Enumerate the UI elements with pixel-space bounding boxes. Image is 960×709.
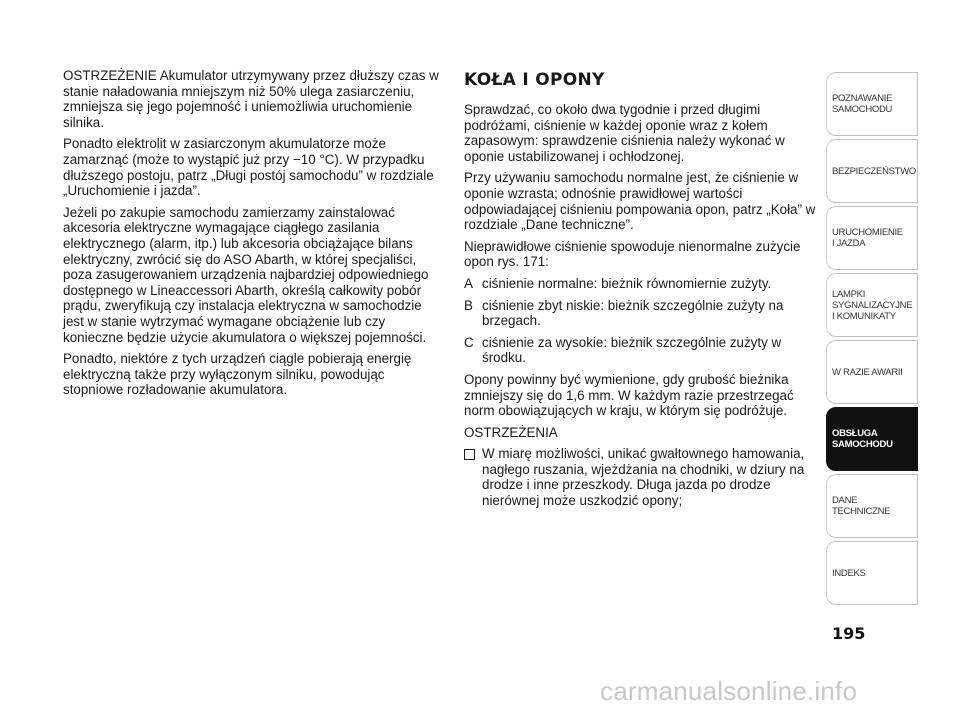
paragraph: Jeżeli po zakupie samochodu zamierzamy zainstalować akcesoria elektryczne wymagające ciągłego zasilania elektrycznego (alarm, itp.) lub akcesoria obciążające bilans elektryczny, zwrócić się do ASO Abarth, w której specjaliści, poza zasugerowaniem urządzenia najbardziej odpowiedniego dostępnego w Lineaccessori Abarth, określą całkowity pobór prądu, zweryfikują czy instalacja elektryczna w samochodzie jest w stanie wytrzymać wymagane obciążenie lub czy konieczne będzie użycie akumulatora o większej pojemności. [63,204,429,345]
list-item [464,298,816,329]
right-column [464,70,816,515]
paragraph: Nieprawidłowe ciśnienie spowoduje nienormalne zużycie opon rys. 171: [464,238,801,270]
list-item-text: ciśnienie normalne: bieżnik równomiernie zużyty. [482,275,772,291]
tab-lampki-sygnalizacyjne[interactable]: LAMPKI SYGNALIZACYJNE I KOMUNIKATY [826,273,918,337]
list-item-text: ciśnienie za wysokie: bieżnik szczególnie zużyty w środku. [482,334,782,366]
tab-bezpieczenstwo[interactable]: BEZPIECZEŃSTWO [826,139,918,203]
bullet-text: W miarę możliwości, unikać gwałtownego hamowania, nagłego ruszania, wjeżdżania na chodniki, w dziury na drodze i inne przeszkody. Długa jazda po drodze nierównej może uszkodzić opony; [482,446,805,509]
paragraph: Ponadto elektrolit w zasiarczonym akumulatorze może zamarznąć (może to wystąpić już przy −10 °C). W przypadku dłuższego postoju, patrz „Długi postój samochodu” w rozdziale „Uruchomienie i jazda”. [63,136,434,199]
chapter-tabs [826,72,918,608]
checkbox-bullet-icon [464,446,482,508]
list-item [464,276,816,292]
tab-obsluga-samochodu[interactable]: OBSŁUGA SAMOCHODU [826,407,918,471]
tab-poznawanie-samochodu[interactable]: POZNAWANIE SAMOCHODU [826,72,918,136]
paragraph: Sprawdzać, co około dwa tygodnie i przed długimi podróżami, ciśnienie w każdej oponie wraz z kołem zapasowym: sprawdzenie ciśnienia należy wykonać w oponie ustabilizowanej i ochłodzonej. [464,102,785,164]
watermark: carmanualsonline.info [600,676,858,706]
paragraph: Przy używaniu samochodu normalne jest, że ciśnienie w oponie wzrasta; odnośnie prawidłowej wartości odpowiadającej ciśnieniu pompowania opon, patrz „Koła” w rozdziale „Dane techniczne”. [464,170,816,233]
list-item-marker: A [464,275,473,291]
list-item [464,335,816,366]
tab-uruchomienie-i-jazda[interactable]: URUCHOMIENIE I JAZDA [826,206,918,270]
list-item-marker: B [464,297,473,313]
paragraph: OSTRZEŻENIE Akumulator utrzymywany przez dłuższy czas w stanie naładowania mniejszym niż 50% ulega zasiarczeniu, zmniejsza się jego pojemność i uniemożliwia uruchomienie silnika. [63,68,439,130]
list-item-text: ciśnienie zbyt niskie: bieżnik szczególnie zużyty na brzegach. [482,297,784,329]
tab-dane-techniczne[interactable]: DANE TECHNICZNE [826,474,918,538]
paragraph: Ponadto, niektóre z tych urządzeń ciągle pobierają energię elektryczną także przy wyłączonym silniku, powodując stopniowe rozładowanie akumulatora. [63,351,412,398]
warnings-title: OSTRZEŻENIA [464,424,558,440]
list-item-marker: C [464,334,474,350]
section-heading: KOŁA I OPONY [464,70,605,90]
tab-indeks[interactable]: INDEKS [826,541,918,605]
tab-w-razie-awarii[interactable]: W RAZIE AWARII [826,340,918,404]
bullet-item [464,446,816,508]
page-number: 195 [832,624,866,643]
left-column [63,68,445,404]
paragraph: Opony powinny być wymienione, gdy grubość bieżnika zmniejszy się do 1,6 mm. W każdym razie przestrzegać norm obowiązujących w kraju, w którym się podróżuje. [464,371,794,419]
